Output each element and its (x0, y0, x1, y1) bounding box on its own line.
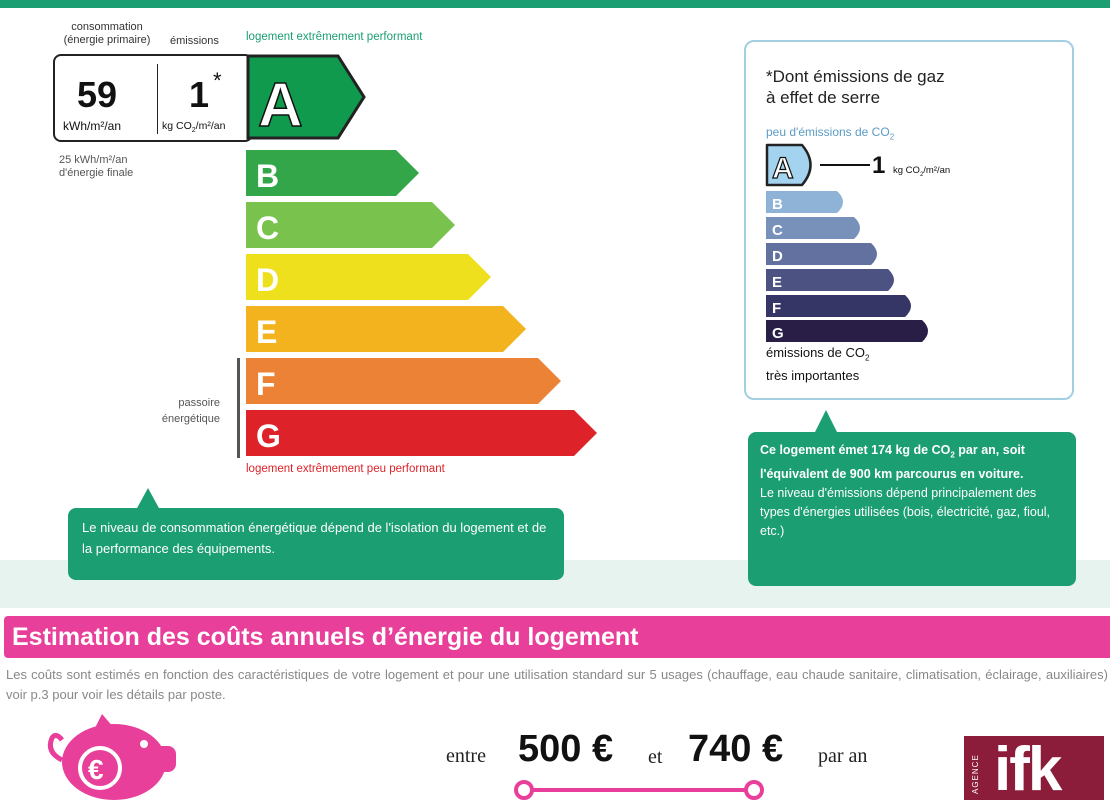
co2-value: 1 (872, 152, 886, 179)
co2-low-label (766, 125, 894, 141)
co2-letter-d: D (772, 248, 783, 265)
passoire-marker (237, 358, 240, 458)
co2-callout-bold-1: Ce logement émet 174 kg de CO (760, 443, 951, 457)
co2-callout-bold (760, 441, 1064, 484)
co2-low-label-text: peu d'émissions de CO (766, 125, 890, 139)
consumption-callout-text: Le niveau de consommation énergétique dépend de l'isolation du logement et de la performance des équipements. (82, 520, 547, 556)
emission-unit-kg: kg CO (162, 120, 192, 132)
co2-grade-e (766, 269, 894, 291)
co2-value-unit (893, 165, 950, 178)
co2-low-label-sub: 2 (889, 132, 895, 142)
co2-callout-bold-3: soit l'équivalent de 900 km parcourus en voiture. (760, 443, 1025, 481)
cost-word-and: et (648, 746, 663, 768)
final-energy-line2: d'énergie finale (59, 167, 134, 179)
consumption-unit: kWh/m²/an (63, 119, 122, 133)
co2-callout-text: Le niveau d'émissions dépend principalement des types d'énergies utilisées (bois, électricité, gaz, fioul, etc.) (760, 485, 1051, 538)
passoire-label (150, 395, 220, 427)
grade-arrow-d (246, 254, 491, 300)
consumption-callout (68, 508, 564, 580)
co2-callout-bold-sub: 2 (950, 450, 955, 460)
co2-high-label-line1 (766, 344, 869, 367)
co2-panel-title (766, 66, 945, 108)
final-energy-line1: 25 kWh/m²/an (59, 154, 128, 166)
consumption-value: 59 (77, 74, 118, 115)
passoire-line2: énergétique (161, 413, 220, 425)
co2-high-label (766, 344, 869, 384)
worst-performance-label: logement extrêmement peu performant (246, 463, 445, 475)
co2-grade-c (766, 217, 860, 239)
co2-callout (748, 432, 1076, 586)
final-energy-note (59, 154, 133, 180)
co2-grade-f (766, 295, 911, 317)
co2-value-unit-rest: /m²/an (923, 165, 951, 176)
consumption-header (62, 21, 152, 47)
emission-unit-rest: /m²/an (195, 120, 226, 132)
callout-right-pointer (814, 410, 838, 434)
cost-word-between: entre (446, 745, 486, 767)
grade-letter-d: D (256, 262, 280, 298)
grade-letter-g: G (256, 418, 281, 454)
cost-description: Les coûts sont estimés en fonction des caractéristiques de votre logement et pour une utilisation standard sur 5 usages (chauffage, eau chaude sanitaire, climatisation, éclairage, auxiliaires) voir p.3 pour voir les détails par poste. (6, 667, 1108, 702)
co2-grade-g (766, 320, 928, 342)
co2-letter-c: C (772, 222, 783, 239)
emission-unit (162, 120, 225, 134)
co2-grade-d (766, 243, 877, 265)
best-performance-label: logement extrêmement performant (246, 31, 423, 43)
cost-section-title: Estimation des coûts annuels d’énergie du logement (12, 623, 639, 651)
co2-high-text: émissions de CO (766, 345, 865, 360)
agency-logo (964, 736, 1104, 800)
top-header-band (0, 0, 1110, 8)
co2-letter-b: B (772, 196, 783, 213)
callout-left-pointer (136, 488, 160, 510)
piggy-euro-symbol: € (88, 754, 104, 785)
cost-word-per-year: par an (818, 745, 868, 767)
logo-main-text: ifk (994, 735, 1061, 800)
emission-value: 1 (189, 74, 210, 115)
logo-side-text: AGENCE (971, 754, 980, 794)
co2-high-label-line2: très importantes (766, 367, 860, 383)
emission-star: * (213, 68, 222, 93)
cost-min-amount: 500 € (518, 728, 614, 770)
co2-value-unit-sub: 2 (919, 171, 924, 178)
grade-arrow-c (246, 202, 455, 248)
value-box-divider (157, 64, 158, 134)
emissions-header: émissions (170, 35, 219, 47)
grade-letter-e: E (256, 314, 278, 350)
grade-letter-b: B (256, 158, 280, 194)
co2-title-line1: *Dont émissions de gaz (766, 67, 945, 86)
grade-arrow-e (246, 306, 526, 352)
grade-arrow-f (246, 358, 561, 404)
consumption-header-label: consommation (71, 21, 143, 33)
co2-letter-g: G (772, 325, 784, 342)
piggy-bank-icon (40, 712, 180, 800)
grade-letter-a: A (258, 71, 303, 140)
co2-value-unit-kg: kg CO (893, 165, 920, 176)
grade-arrow-g (246, 410, 597, 456)
passoire-line1: passoire (178, 397, 220, 409)
co2-grade-b (766, 191, 843, 213)
emission-unit-sub: 2 (191, 127, 196, 135)
co2-letter-e: E (772, 274, 783, 291)
grade-arrow-a (248, 56, 364, 140)
cost-max-amount: 740 € (688, 728, 784, 770)
grade-letter-c: C (256, 210, 280, 246)
co2-grade-a (767, 145, 870, 185)
co2-high-sub: 2 (864, 353, 870, 363)
co2-letter-f: F (772, 300, 782, 317)
consumption-header-sublabel: (énergie primaire) (63, 34, 151, 46)
co2-title-line2: à effet de serre (766, 88, 881, 107)
grade-arrow-b (246, 150, 419, 196)
cost-range-indicator (510, 778, 770, 800)
dpe-value-box (53, 54, 253, 142)
grade-letter-f: F (256, 366, 276, 402)
co2-callout-bold-2: par an, (954, 443, 1000, 457)
co2-letter-a: A (772, 152, 794, 185)
energy-scale (244, 52, 604, 462)
